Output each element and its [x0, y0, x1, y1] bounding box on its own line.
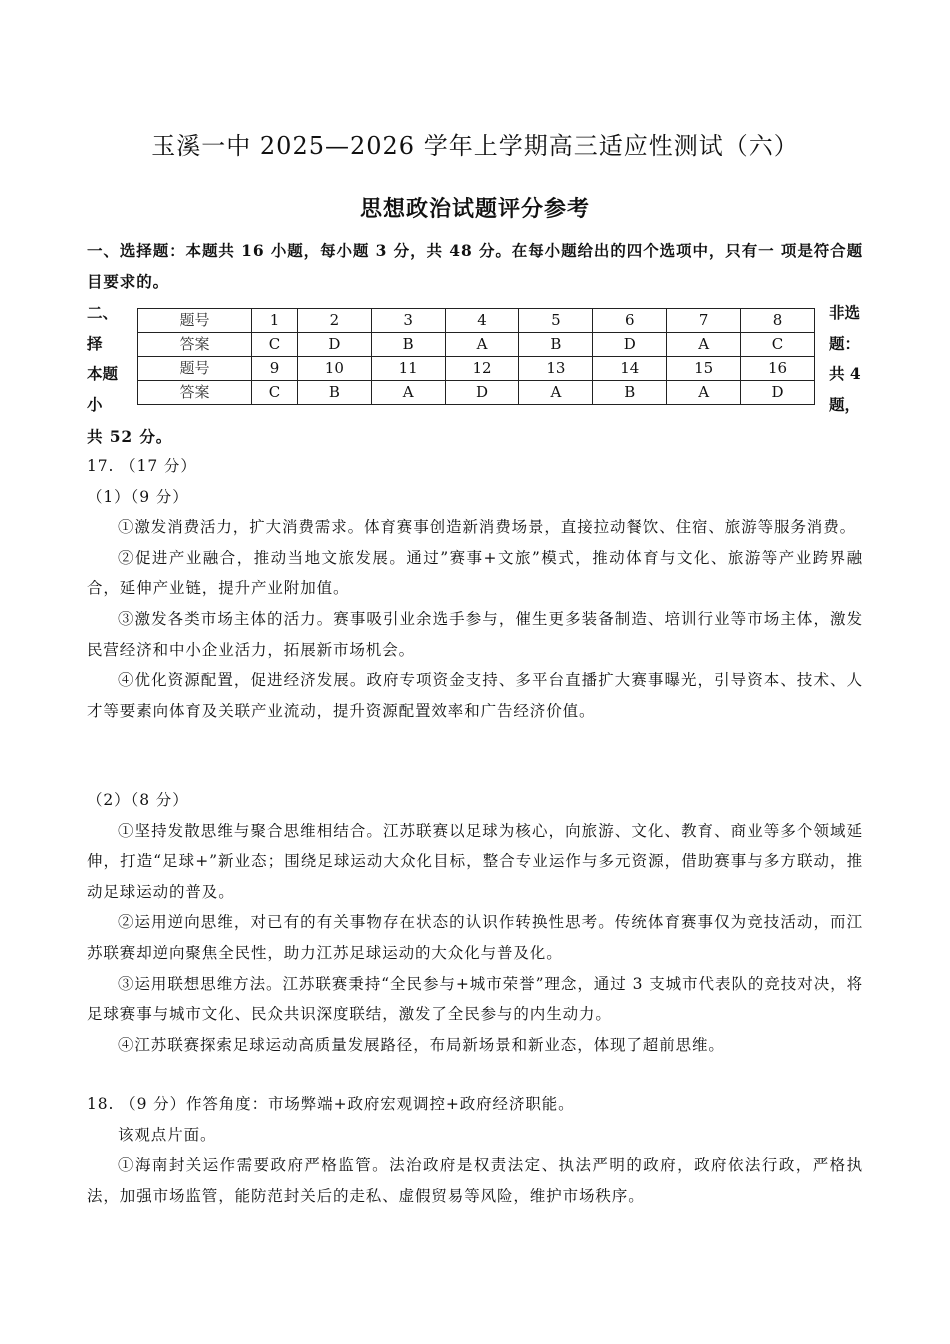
answer-table-row: [138, 357, 815, 381]
answer-table-cell: C: [252, 333, 298, 357]
answer-table-row-label: 题号: [138, 357, 252, 381]
answer-table-cell: 4: [445, 309, 519, 333]
answer-table-cell: A: [519, 381, 593, 405]
answer-table-cell: 10: [297, 357, 371, 381]
answer-table-row-label: 答案: [138, 333, 252, 357]
answer-table-cell: D: [593, 333, 667, 357]
document-subtitle: 思想政治试题评分参考: [359, 196, 590, 222]
answer-table-cell: 11: [371, 357, 445, 381]
answer-table: [137, 308, 815, 405]
q17-part2-point: ②运用逆向思维，对已有的有关事物存在状态的认识作转换性思考。传统体育赛事仅为竞技活动，而江苏联赛却逆向聚焦全民性，助力江苏足球运动的大众化与普及化。: [87, 913, 863, 962]
section1-instructions: 一、选择题：本题共 16 小题，每小题 3 分，共 48 分。在每小题给出的四个选项中，只有一 项是符合题目要求的。: [87, 241, 863, 291]
answer-table-cell: 7: [667, 309, 741, 333]
section2-left-fragment: 小: [87, 394, 103, 414]
answer-table-cell: 1: [252, 309, 298, 333]
section2-right-text: [829, 298, 865, 420]
q17-part1-point: ③激发各类市场主体的活力。赛事吸引业余选手参与，催生更多装备制造、培训行业等市场主体，激发民营经济和中小企业活力，拓展新市场机会。: [87, 609, 863, 659]
answer-table-cell: 2: [297, 309, 371, 333]
answer-table-cell: 15: [667, 357, 741, 381]
answer-table-cell: 3: [371, 309, 445, 333]
answer-table-cell: 16: [741, 357, 815, 381]
q17-part2-heading: （2）（8 分）: [87, 791, 189, 809]
section2-right-fragment: 题，: [829, 394, 861, 414]
section2-right-fragment: 题：: [829, 333, 861, 353]
q18-point: ①海南封关运作需要政府严格监管。法治政府是权责法定、执法严明的政府，政府依法行政，严格执法，加强市场监管，能防范封关后的走私、虚假贸易等风险，维护市场秩序。: [87, 1156, 863, 1205]
q17-part1-point: ④优化资源配置，促进经济发展。政府专项资金支持、多平台直播扩大赛事曝光，引导资本、技术、人才等要素向体育及关联产业流动，提升资源配置效率和广告经济价值。: [87, 671, 863, 720]
q17-part2-point: ①坚持发散思维与聚合思维相结合。江苏联赛以足球为核心，向旅游、文化、教育、商业等多个领域延伸，打造“足球+”新业态；围绕足球运动大众化目标，整合专业运作与多元资源，借助赛事与多方联动，推动足球运动的普及。: [87, 821, 863, 901]
answer-table-cell: D: [741, 381, 815, 405]
answer-table-cell: B: [371, 333, 445, 357]
document-title: 玉溪一中 2025—2026 学年上学期高三适应性测试（六）: [151, 132, 799, 160]
q17-heading: 17. （17 分）: [87, 457, 197, 475]
section2-total: 共 52 分。: [87, 427, 173, 446]
section2-left-fragment: 二、: [87, 303, 119, 322]
answer-table-cell: 9: [252, 357, 298, 381]
q17-part2: [87, 785, 863, 1060]
q17-part2-point: ③运用联想思维方法。江苏联赛秉持“全民参与+城市荣誉”理念，通过 3 支城市代表队的竞技对决，将足球赛事与城市文化、民众共识深度联结，激发了全民参与的内生动力。: [87, 974, 863, 1024]
answer-table-cell: A: [371, 381, 445, 405]
q17-part1-point: ①激发消费活力，扩大消费需求。体育赛事创造新消费场景，直接拉动餐饮、住宿、旅游等服务消费。: [118, 518, 857, 537]
answer-table-cell: B: [519, 333, 593, 357]
answer-table-row: [138, 333, 815, 357]
q18-answer: [87, 1089, 863, 1211]
answer-table-cell: D: [445, 381, 519, 405]
answer-table-cell: B: [297, 381, 371, 405]
answer-table-row-label: 答案: [138, 381, 252, 405]
section2-right-fragment: 共 4: [829, 364, 861, 384]
answer-table-cell: A: [667, 333, 741, 357]
q17-part1-point: ②促进产业融合，推动当地文旅发展。通过”赛事+文旅”模式，推动体育与文化、旅游等产业跨界融合，延伸产业链，提升产业附加值。: [87, 548, 863, 598]
answer-table-row: [138, 309, 815, 333]
answer-table-cell: C: [741, 333, 815, 357]
section2-left-fragment: 择: [87, 333, 103, 353]
section2-left-text: [87, 298, 135, 420]
answer-table-cell: 14: [593, 357, 667, 381]
q17-part1-heading: （1）（9 分）: [87, 487, 189, 506]
q18-verdict: 该观点片面。: [118, 1125, 217, 1144]
answer-table-cell: C: [252, 381, 298, 405]
answer-table-row: [138, 381, 815, 405]
answer-table-cell: D: [297, 333, 371, 357]
answer-table-row-label: 题号: [138, 309, 252, 333]
answer-table-cell: A: [445, 333, 519, 357]
q17-answer: [87, 451, 863, 726]
q18-heading: 18. （9 分）作答角度：市场弊端+政府宏观调控+政府经济职能。: [87, 1095, 575, 1113]
answer-table-cell: 5: [519, 309, 593, 333]
q17-part2-point: ④江苏联赛探索足球运动高质量发展路径，布局新场景和新业态，体现了超前思维。: [118, 1035, 725, 1054]
answer-table-cell: A: [667, 381, 741, 405]
answer-table-cell: 12: [445, 357, 519, 381]
section2-right-fragment: 非选: [829, 303, 861, 322]
answer-table-cell: 6: [593, 309, 667, 333]
answer-table-cell: B: [593, 381, 667, 405]
answer-table-cell: 8: [741, 309, 815, 333]
section2-left-fragment: 本题: [87, 364, 119, 384]
answer-table-cell: 13: [519, 357, 593, 381]
